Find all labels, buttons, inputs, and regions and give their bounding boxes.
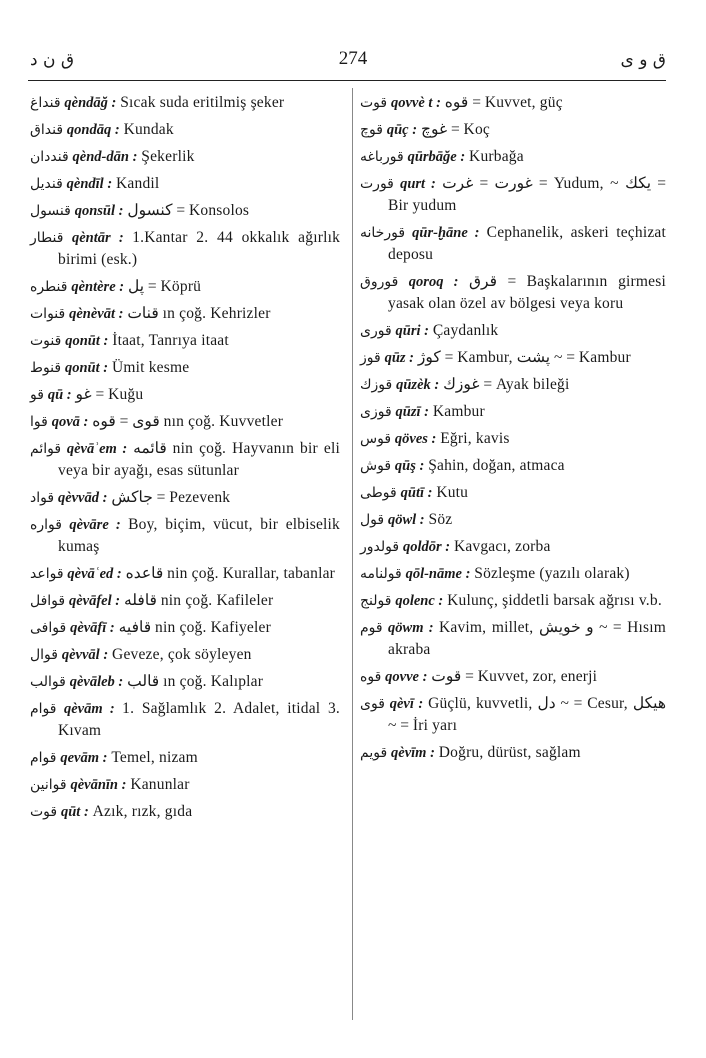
- entry-definition: İtaat, Tanrıya itaat: [112, 332, 229, 349]
- dictionary-entry: [30, 563, 340, 585]
- entry-arabic-headword: قورباغه: [360, 149, 404, 165]
- entry-arabic-headword: قوا: [30, 414, 48, 430]
- entry-arabic-headword: قنوط: [30, 360, 62, 376]
- entry-definition: قنات ın çoğ. Kehrizler: [127, 305, 271, 322]
- entry-transliteration: qovve :: [385, 669, 428, 685]
- entry-arabic-headword: قوالب: [30, 674, 66, 690]
- entry-arabic-headword: قوزك: [360, 377, 393, 393]
- entry-transliteration: qōl-nāme :: [405, 566, 471, 582]
- entry-arabic-headword: قوام: [30, 750, 57, 766]
- entry-transliteration: qèvvāl :: [61, 647, 109, 663]
- dictionary-entry: [360, 271, 666, 315]
- dictionary-entry: [30, 747, 340, 769]
- entry-arabic-headword: قوطى: [360, 485, 397, 501]
- entry-definition: Kundak: [123, 121, 174, 138]
- entry-transliteration: qonūt :: [65, 333, 109, 349]
- entry-transliteration: qöwl :: [387, 512, 425, 528]
- entry-definition: غوچ = Koç: [420, 121, 490, 138]
- entry-transliteration: qöwm :: [388, 620, 434, 636]
- entry-definition: قافيه nin çoğ. Kafiyeler: [118, 619, 271, 636]
- entry-definition: قالب ın çoğ. Kalıplar: [127, 673, 264, 690]
- entry-definition: Kanunlar: [130, 776, 190, 793]
- entry-transliteration: qèvāfel :: [68, 593, 121, 609]
- dictionary-entry: [30, 644, 340, 666]
- left-column: [30, 92, 340, 828]
- entry-transliteration: qènèvāt :: [69, 306, 124, 322]
- entry-transliteration: qūr-ḫāne :: [412, 225, 480, 241]
- entry-arabic-headword: قنطار: [30, 230, 64, 246]
- entry-arabic-headword: قوال: [30, 647, 58, 663]
- dictionary-entry: [360, 482, 666, 504]
- dictionary-entry: [360, 455, 666, 477]
- entry-arabic-headword: قوافى: [30, 620, 67, 636]
- dictionary-entry: [360, 563, 666, 585]
- dictionary-entry: [30, 303, 340, 325]
- entry-transliteration: qèvāfī :: [70, 620, 115, 636]
- entry-arabic-headword: قوافل: [30, 593, 66, 609]
- entry-arabic-headword: قنوات: [30, 306, 66, 322]
- dictionary-entry: [360, 222, 666, 266]
- dictionary-entry: [360, 374, 666, 396]
- right-column: [360, 92, 666, 769]
- entry-definition: قرق = Başkalarının girmesi yasak olan özel av bölgesi veya koru: [388, 273, 666, 312]
- entry-transliteration: qevām :: [60, 750, 108, 766]
- dictionary-entry: [30, 774, 340, 796]
- entry-arabic-headword: قوز: [360, 350, 381, 366]
- entry-definition: Söz: [428, 511, 453, 528]
- entry-definition: Boy, biçim, vücut, bir elbiselik kumaş: [58, 516, 341, 555]
- entry-transliteration: qèntār :: [71, 230, 124, 246]
- dictionary-entry: [30, 438, 340, 482]
- entry-transliteration: qūtī :: [400, 485, 433, 501]
- entry-arabic-headword: قواد: [30, 490, 55, 506]
- entry-arabic-headword: قوت: [360, 95, 388, 111]
- dictionary-entry: [30, 276, 340, 298]
- entry-definition: كوژ = Kambur, پشت ~ = Kambur: [417, 349, 631, 366]
- entry-definition: Kandil: [116, 175, 160, 192]
- dictionary-entry: [30, 146, 340, 168]
- entry-transliteration: qènd-dān :: [72, 149, 138, 165]
- entry-arabic-headword: قواره: [30, 517, 62, 533]
- dictionary-entry: [360, 536, 666, 558]
- entry-arabic-headword: قورت: [360, 176, 394, 192]
- dictionary-entry: [360, 173, 666, 217]
- entry-transliteration: qūş :: [394, 458, 425, 474]
- entry-transliteration: qūt :: [60, 804, 89, 820]
- entry-transliteration: qèntère :: [71, 279, 125, 295]
- entry-transliteration: qèvānīn :: [70, 777, 127, 793]
- entry-arabic-headword: قولنج: [360, 593, 392, 609]
- entry-transliteration: qèndāğ :: [64, 95, 117, 111]
- entry-arabic-headword: قوش: [360, 458, 392, 474]
- entry-definition: پل = Köprü: [127, 278, 202, 295]
- entry-transliteration: qèvī :: [389, 696, 424, 712]
- dictionary-entry: [360, 347, 666, 369]
- entry-arabic-headword: قول: [360, 512, 385, 528]
- entry-definition: قافله nin çoğ. Kafileler: [123, 592, 274, 609]
- dictionary-entry: [360, 617, 666, 661]
- entry-arabic-headword: قوزى: [360, 404, 392, 420]
- dictionary-entry: [360, 428, 666, 450]
- entry-definition: Azık, rızk, gıda: [92, 803, 193, 820]
- entry-arabic-headword: قوام: [30, 701, 57, 717]
- entry-arabic-headword: قوروق: [360, 274, 399, 290]
- entry-transliteration: qöves :: [394, 431, 437, 447]
- entry-definition: Kulunç, şiddetli barsak ağrısı v.b.: [447, 592, 662, 609]
- header-rule: [28, 80, 666, 81]
- entry-arabic-headword: قوائم: [30, 441, 62, 457]
- dictionary-entry: [30, 514, 340, 558]
- entry-definition: Kutu: [436, 484, 469, 501]
- entry-definition: 1. Sağlamlık 2. Adalet, itidal 3. Kıvam: [58, 700, 340, 739]
- dictionary-entry: [30, 357, 340, 379]
- dictionary-entry: [360, 693, 666, 737]
- column-divider: [352, 88, 353, 1020]
- entry-arabic-headword: قوانين: [30, 777, 67, 793]
- entry-arabic-headword: قولدور: [360, 539, 400, 555]
- page-header: [0, 44, 706, 80]
- header-right-guide-letters: ق و ی: [620, 50, 666, 70]
- entry-arabic-headword: قوچ: [360, 122, 383, 138]
- entry-arabic-headword: قنسول: [30, 203, 71, 219]
- entry-transliteration: qolenc :: [395, 593, 444, 609]
- entry-definition: Temel, nizam: [111, 749, 198, 766]
- entry-arabic-headword: قواعد: [30, 566, 64, 582]
- dictionary-entry: [30, 119, 340, 141]
- entry-transliteration: qèvāre :: [69, 517, 121, 533]
- dictionary-entry: [30, 671, 340, 693]
- entry-transliteration: qonūt :: [64, 360, 109, 376]
- entry-transliteration: qoldōr :: [402, 539, 451, 555]
- page-number: 274: [338, 48, 368, 69]
- dictionary-entry: [360, 666, 666, 688]
- entry-transliteration: qū :: [47, 387, 72, 403]
- entry-definition: قائمه nin çoğ. Hayvanın bir eli veya bir ayağı, esas sütunlar: [58, 440, 341, 479]
- entry-transliteration: qèndīl :: [66, 176, 113, 192]
- entry-arabic-headword: قوه: [360, 669, 382, 685]
- entry-transliteration: qèvīm :: [391, 745, 435, 761]
- entry-transliteration: qèvāʿed :: [67, 566, 122, 582]
- entry-arabic-headword: قولنامه: [360, 566, 402, 582]
- dictionary-entry: [30, 200, 340, 222]
- dictionary-entry: [360, 742, 666, 764]
- entry-definition: Kavim, millet, و خويش ~ = Hısım akraba: [388, 619, 666, 658]
- entry-definition: جاكش = Pezevenk: [111, 489, 231, 506]
- dictionary-entry: [30, 173, 340, 195]
- entry-arabic-headword: قورى: [360, 323, 392, 339]
- entry-definition: Kurbağa: [469, 148, 524, 165]
- entry-arabic-headword: قورخانه: [360, 225, 406, 241]
- entry-transliteration: qovā :: [51, 414, 89, 430]
- entry-arabic-headword: قنوت: [30, 333, 62, 349]
- entry-definition: Doğru, dürüst, sağlam: [438, 744, 581, 761]
- entry-arabic-headword: قنديل: [30, 176, 63, 192]
- entry-definition: Kavgacı, zorba: [453, 538, 551, 555]
- entry-arabic-headword: قوت: [30, 804, 58, 820]
- dictionary-entry: [30, 801, 340, 823]
- entry-definition: Şekerlik: [141, 148, 195, 165]
- entry-arabic-headword: قوس: [360, 431, 392, 447]
- entry-arabic-headword: قنطره: [30, 279, 68, 295]
- entry-definition: كنسول = Konsolos: [127, 202, 250, 219]
- entry-transliteration: qurt :: [400, 176, 436, 192]
- dictionary-entry: [360, 509, 666, 531]
- dictionary-entry: [360, 146, 666, 168]
- entry-definition: Şahin, doğan, atmaca: [428, 457, 565, 474]
- entry-definition: Eğri, kavis: [440, 430, 510, 447]
- entry-transliteration: qèvām :: [63, 701, 115, 717]
- dictionary-entry: [360, 320, 666, 342]
- entry-definition: غوزك = Ayak bileği: [443, 376, 570, 393]
- entry-transliteration: qèvāʾem :: [66, 441, 128, 457]
- entry-definition: قوه = Kuvvet, güç: [444, 94, 563, 111]
- entry-transliteration: qūrbāğe :: [407, 149, 466, 165]
- entry-arabic-headword: قويم: [360, 745, 388, 761]
- entry-transliteration: qovvè t :: [390, 95, 441, 111]
- entry-definition: غورت = غرت = Yudum, ~ يكك = Bir yudum: [388, 175, 667, 214]
- dictionary-entry: [30, 411, 340, 433]
- entry-definition: Ümit kesme: [111, 359, 190, 376]
- entry-definition: Kambur: [432, 403, 485, 420]
- entry-definition: غو = Kuğu: [75, 386, 144, 403]
- dictionary-entry: [30, 330, 340, 352]
- entry-definition: قوى = قوه nın çoğ. Kuvvetler: [92, 413, 284, 430]
- entry-transliteration: qūç :: [386, 122, 418, 138]
- entry-arabic-headword: قنداق: [30, 122, 64, 138]
- dictionary-entry: [360, 92, 666, 114]
- entry-arabic-headword: قنداغ: [30, 95, 61, 111]
- dictionary-entry: [360, 119, 666, 141]
- entry-transliteration: qèvvād :: [57, 490, 108, 506]
- entry-arabic-headword: قوى: [360, 696, 385, 712]
- entry-definition: قوت = Kuvvet, zor, enerji: [431, 668, 598, 685]
- entry-transliteration: qūri :: [395, 323, 429, 339]
- entry-definition: 1.Kantar 2. 44 okkalık ağırlık birimi (esk.): [58, 229, 341, 268]
- entry-definition: Güçlü, kuvvetli, دل ~ = Cesur, هيكل ~ = İri yarı: [388, 695, 667, 734]
- dictionary-entry: [30, 384, 340, 406]
- entry-transliteration: qūz :: [384, 350, 414, 366]
- dictionary-entry: [360, 590, 666, 612]
- entry-definition: Sıcak suda eritilmiş şeker: [120, 94, 285, 111]
- entry-definition: Çaydanlık: [432, 322, 499, 339]
- entry-transliteration: qoroq :: [408, 274, 459, 290]
- dictionary-entry: [30, 698, 340, 742]
- entry-transliteration: qūzī :: [395, 404, 429, 420]
- dictionary-entry: [30, 92, 340, 114]
- entry-transliteration: qèvāleb :: [69, 674, 124, 690]
- entry-transliteration: qūzèk :: [396, 377, 440, 393]
- entry-transliteration: qonsūl :: [74, 203, 124, 219]
- entry-arabic-headword: قو: [30, 387, 44, 403]
- entry-definition: قاعده nin çoğ. Kurallar, tabanlar: [125, 565, 336, 582]
- dictionary-entry: [30, 617, 340, 639]
- dictionary-entry: [30, 487, 340, 509]
- entry-transliteration: qondāq :: [66, 122, 120, 138]
- header-left-guide-letters: ق ن د: [30, 50, 75, 70]
- entry-arabic-headword: قوم: [360, 620, 383, 636]
- entry-definition: Sözleşme (yazılı olarak): [474, 565, 630, 582]
- dictionary-entry: [30, 590, 340, 612]
- dictionary-entry: [360, 401, 666, 423]
- entry-definition: Geveze, çok söyleyen: [112, 646, 252, 663]
- entry-arabic-headword: قنددان: [30, 149, 69, 165]
- dictionary-entry: [30, 227, 340, 271]
- entry-definition: Cephanelik, askeri teçhizat deposu: [388, 224, 667, 263]
